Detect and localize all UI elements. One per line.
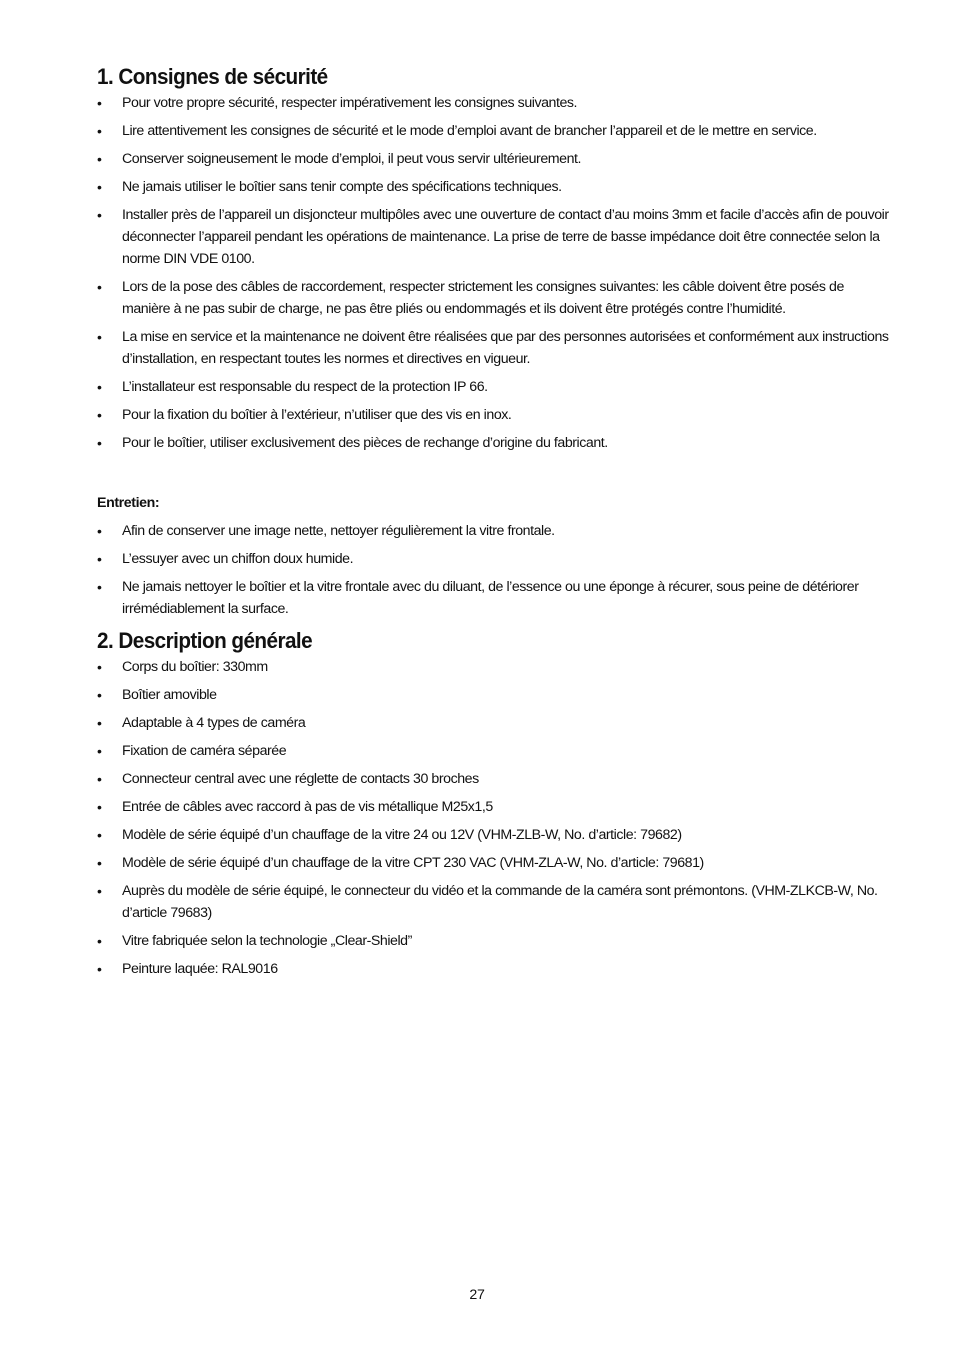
list-item: • Lors de la pose des câbles de raccordement, respecter strictement les consignes suivantes: les câble doivent être posés de manière à ne pas subir de charge, ne pas être pliés ou endommagés et ils doivent être protégés contre l’humidité. <box>97 276 889 320</box>
safety-instructions-list <box>97 92 889 454</box>
bullet-icon: • <box>97 855 102 871</box>
list-item: • Connecteur central avec une réglette de contacts 30 broches <box>97 768 889 790</box>
list-item: • La mise en service et la maintenance ne doivent être réalisées que par des personnes autorisées et conformément aux instructions d’installation, en respectant toutes les normes et directives en vigueur. <box>97 326 889 370</box>
bullet-icon: • <box>97 579 102 595</box>
list-item: • Pour la fixation du boîtier à l’extérieur, n’utiliser que des vis en inox. <box>97 404 889 426</box>
bullet-icon: • <box>97 659 102 675</box>
list-item: • Vitre fabriquée selon la technologie „Clear-Shield” <box>97 930 889 952</box>
bullet-icon: • <box>97 95 102 111</box>
bullet-icon: • <box>97 883 102 899</box>
list-item: • Entrée de câbles avec raccord à pas de vis métallique M25x1,5 <box>97 796 889 818</box>
list-item: • Ne jamais utiliser le boîtier sans tenir compte des spécifications techniques. <box>97 176 889 198</box>
bullet-icon: • <box>97 435 102 451</box>
bullet-icon: • <box>97 151 102 167</box>
bullet-icon: • <box>97 743 102 759</box>
maintenance-subheading: Entretien: <box>97 495 160 511</box>
bullet-icon: • <box>97 207 102 223</box>
list-item: • Boîtier amovible <box>97 684 889 706</box>
bullet-icon: • <box>97 379 102 395</box>
section-title-description: 2. Description générale <box>97 628 313 653</box>
bullet-icon: • <box>97 771 102 787</box>
list-item: • Conserver soigneusement le mode d’emploi, il peut vous servir ultérieurement. <box>97 148 889 170</box>
list-item: • Lire attentivement les consignes de sécurité et le mode d’emploi avant de brancher l’appareil et de le mettre en service. <box>97 120 889 142</box>
list-item: • Pour votre propre sécurité, respecter impérativement les consignes suivantes. <box>97 92 889 114</box>
list-item: • L’installateur est responsable du respect de la protection IP 66. <box>97 376 889 398</box>
bullet-icon: • <box>97 407 102 423</box>
bullet-icon: • <box>97 123 102 139</box>
page-number: 27 <box>469 1287 485 1303</box>
description-list <box>97 656 889 980</box>
list-item: • Modèle de série équipé d’un chauffage de la vitre 24 ou 12V (VHM-ZLB-W, No. d’article: 79682) <box>97 824 889 846</box>
list-item: • Fixation de caméra séparée <box>97 740 889 762</box>
list-item: • Ne jamais nettoyer le boîtier et la vitre frontale avec du diluant, de l’essence ou une éponge à récurer, sous peine de détériorer irrémédiablement la surface. <box>97 576 889 620</box>
list-item: • Modèle de série équipé d’un chauffage de la vitre CPT 230 VAC (VHM-ZLA-W, No. d’article: 79681) <box>97 852 889 874</box>
list-item: • Corps du boîtier: 330mm <box>97 656 889 678</box>
list-item: • Peinture laquée: RAL9016 <box>97 958 889 980</box>
list-item: • Adaptable à 4 types de caméra <box>97 712 889 734</box>
list-item: • Pour le boîtier, utiliser exclusivement des pièces de rechange d’origine du fabricant. <box>97 432 889 454</box>
list-item: • Afin de conserver une image nette, nettoyer régulièrement la vitre frontale. <box>97 520 889 542</box>
maintenance-list <box>97 520 889 620</box>
bullet-icon: • <box>97 687 102 703</box>
list-item: • Auprès du modèle de série équipé, le connecteur du vidéo et la commande de la caméra sont prémontons. (VHM-ZLKCB-W, No. d’article 79683) <box>97 880 889 924</box>
bullet-icon: • <box>97 799 102 815</box>
page-content <box>97 62 889 986</box>
bullet-icon: • <box>97 715 102 731</box>
section-title-safety: 1. Consignes de sécurité <box>97 64 328 89</box>
bullet-icon: • <box>97 179 102 195</box>
bullet-icon: • <box>97 827 102 843</box>
bullet-icon: • <box>97 551 102 567</box>
bullet-icon: • <box>97 961 102 977</box>
bullet-icon: • <box>97 329 102 345</box>
list-item: • Installer près de l’appareil un disjoncteur multipôles avec une ouverture de contact d’au moins 3mm et facile d’accès afin de pouvoir déconnecter l’appareil pendant les opérations de maintenance. La prise de terre de basse impédance doit être connectée selon la norme DIN VDE 0100. <box>97 204 889 270</box>
bullet-icon: • <box>97 523 102 539</box>
list-item: • L’essuyer avec un chiffon doux humide. <box>97 548 889 570</box>
bullet-icon: • <box>97 933 102 949</box>
bullet-icon: • <box>97 279 102 295</box>
